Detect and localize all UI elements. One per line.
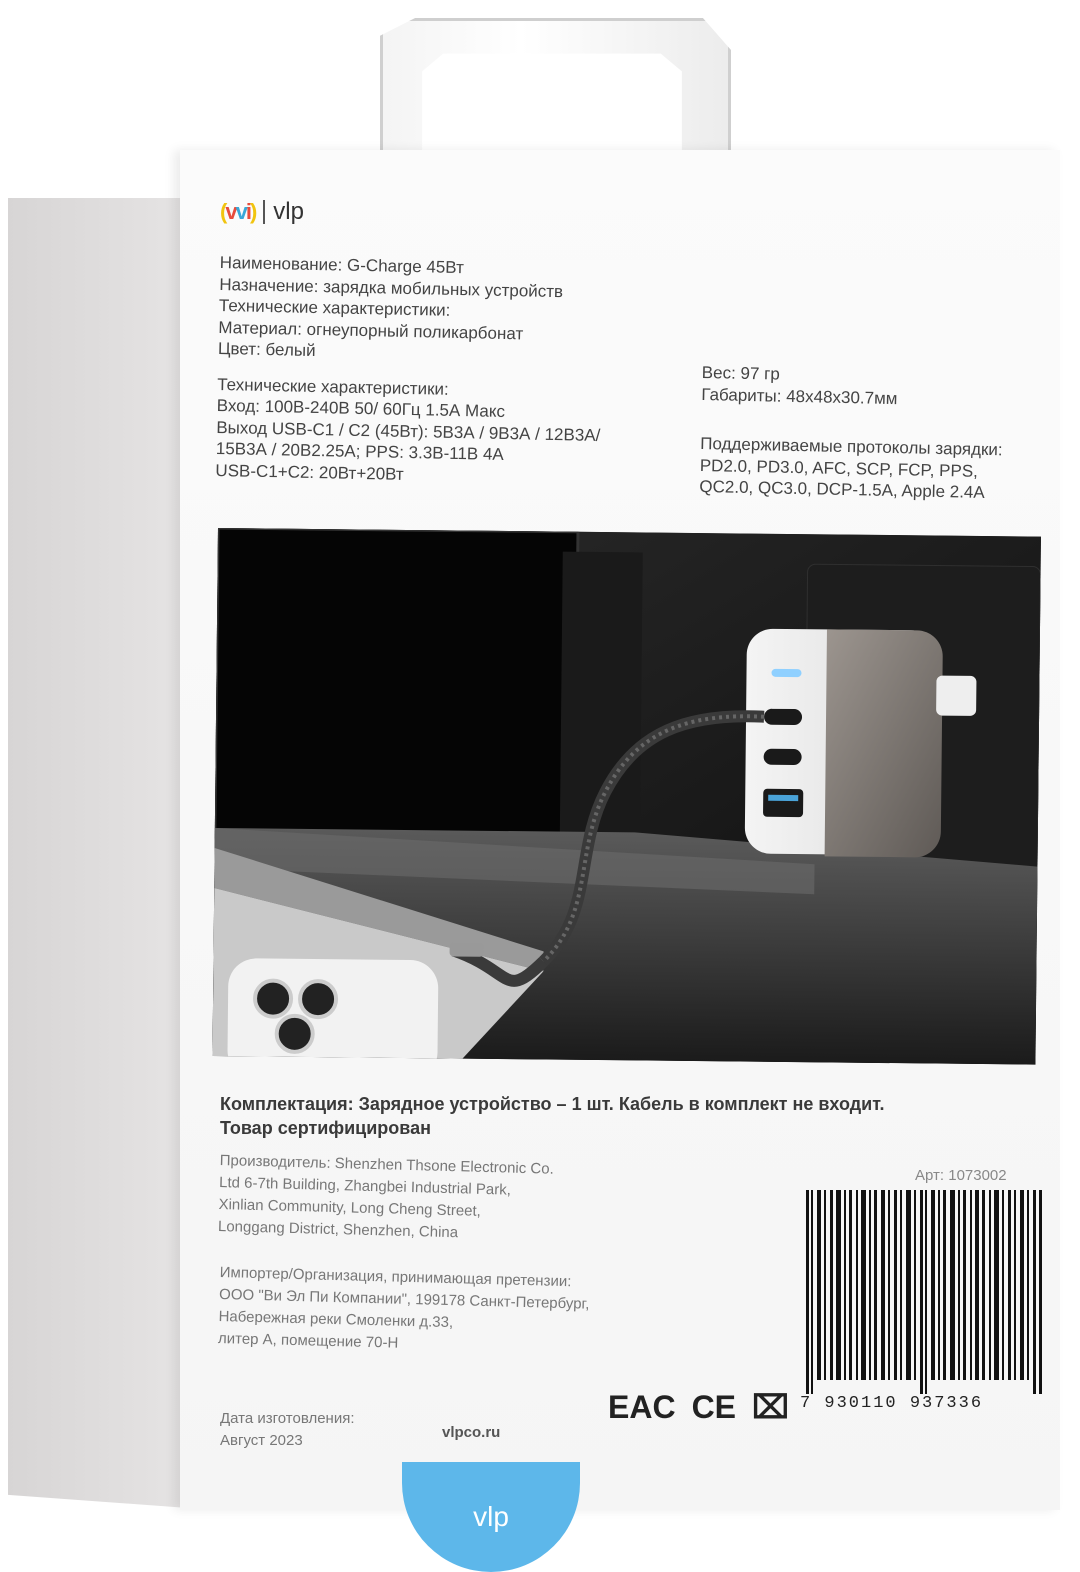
importer-line: литер А, помещение 70-Н [217,1329,399,1352]
barcode-icon [806,1190,1042,1394]
weee-bin-icon: ⌧ [752,1389,789,1425]
brand-name: vlp [273,198,304,225]
spec-line: Цвет: белый [217,338,316,361]
protocols-line: PD2.0, PD3.0, AFC, SCP, FCP, PPS, [699,455,979,481]
spec-line: Назначение: зарядка мобильных устройств [219,274,564,301]
ce-mark-icon: CE [691,1388,737,1425]
spec-line: Технические характеристики: [217,374,449,399]
spec-line: Выход USB-C1 / C2 (45Вт): 5В3А / 9В3А / 12В3А/ [216,417,601,445]
importer-line: Импортер/Организация, принимающая претензии: [219,1263,572,1291]
brand-mark-icon: (vvi) [220,199,256,224]
box-side-panel [8,198,188,1508]
importer-info [218,1262,591,1360]
product-photo [212,528,1040,1065]
manufacturer-line: Xinlian Community, Long Cheng Street, [218,1195,482,1220]
brand-logo [220,198,304,226]
spec-line: Материал: огнеупорный поликарбонат [218,317,524,343]
importer-line: Набережная реки Смоленки д.33, [218,1307,454,1332]
spec-line: Наименование: G-Charge 45Вт [219,252,465,278]
manufacturer-line: Longgang District, Shenzhen, China [217,1217,459,1242]
protocols-line: QC2.0, QC3.0, DCP-1.5A, Apple 2.4A [699,476,985,502]
spec-line: 15В3А / 20В2.25А; PPS: 3.3В-11В 4А [215,438,504,464]
date-label: Дата изготовления: [220,1410,355,1427]
package-contents [220,1092,884,1140]
dimensions-line: Габариты: 48х48х30.7мм [701,384,898,408]
website-text: vlpco.ru [442,1424,501,1441]
date-value: Август 2023 [220,1432,303,1449]
weight-line: Вес: 97 гр [701,362,780,384]
charger-scene-illustration [212,528,1040,1065]
importer-line: ООО "Ви Эл Пи Компании", 199178 Санкт-Петербург, [218,1285,590,1313]
spec-line: Вход: 100В-240В 50/ 60Гц 1.5А Макс [216,395,506,422]
certification-marks [608,1388,789,1426]
logo-divider [263,200,265,224]
article-number: Арт: 1073002 [915,1167,1007,1184]
protocols-line: Поддерживаемые протоколы зарядки: [700,433,1003,460]
spec-line: USB-C1+C2: 20Вт+20Вт [215,460,404,484]
eac-mark-icon: EAC [608,1388,676,1425]
package-line: Комплектация: Зарядное устройство – 1 шт. Кабель в комплект не входит. [220,1094,885,1114]
specs-right [699,362,1004,504]
bottom-brand-tab [402,1462,580,1572]
manufacturer-line: Ltd 6-7th Building, Zhangbei Industrial Park, [218,1173,512,1199]
manufacture-date [220,1408,355,1452]
manufacturer-line: Производитель: Shenzhen Thsone Electronic Co. [219,1151,554,1178]
specs-left [215,252,604,489]
certified-line: Товар сертифицирован [220,1118,431,1138]
manufacturer-info [218,1150,554,1247]
tab-brand-name: vlp [473,1501,509,1532]
barcode-digits: 7 930110 937336 [800,1394,984,1413]
spec-line: Технические характеристики: [218,295,451,320]
